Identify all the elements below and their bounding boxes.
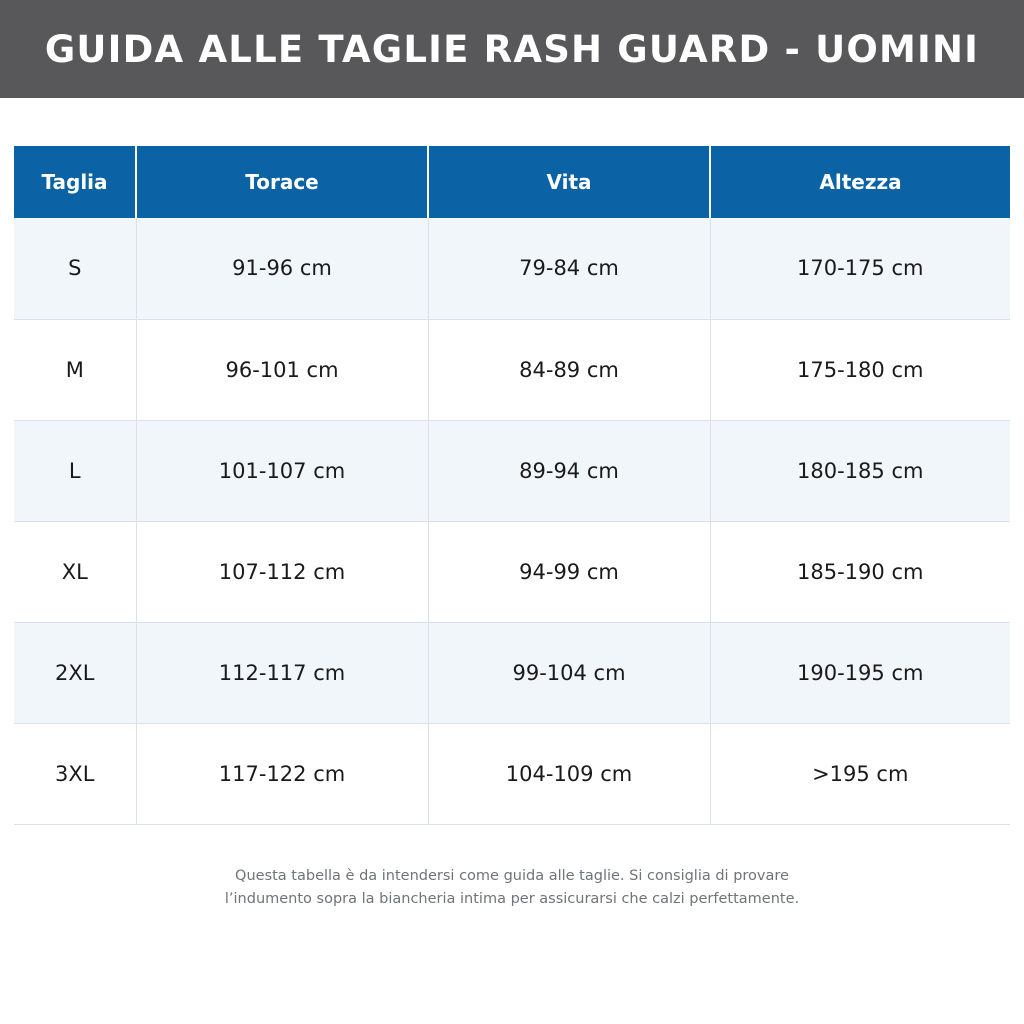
table-body xyxy=(14,218,1010,824)
cell-waist: 84-89 cm xyxy=(428,319,710,420)
cell-waist: 99-104 cm xyxy=(428,622,710,723)
footnote xyxy=(0,865,1024,913)
page-header xyxy=(0,0,1024,98)
cell-height: 180-185 cm xyxy=(710,420,1010,521)
size-table xyxy=(14,146,1010,825)
table-row xyxy=(14,218,1010,319)
cell-height: 170-175 cm xyxy=(710,218,1010,319)
cell-size: S xyxy=(14,218,136,319)
column-header-chest: Torace xyxy=(136,146,428,218)
cell-height: >195 cm xyxy=(710,723,1010,824)
page-title: GUIDA ALLE TAGLIE RASH GUARD - UOMINI xyxy=(44,27,980,71)
cell-chest: 117-122 cm xyxy=(136,723,428,824)
cell-height: 185-190 cm xyxy=(710,521,1010,622)
cell-height: 175-180 cm xyxy=(710,319,1010,420)
cell-size: 3XL xyxy=(14,723,136,824)
cell-size: XL xyxy=(14,521,136,622)
table-row xyxy=(14,319,1010,420)
footnote-line-2: l’indumento sopra la biancheria intima per assicurarsi che calzi perfettamente. xyxy=(224,891,800,908)
column-header-height: Altezza xyxy=(710,146,1010,218)
cell-size: M xyxy=(14,319,136,420)
cell-size: L xyxy=(14,420,136,521)
table-row xyxy=(14,420,1010,521)
cell-chest: 101-107 cm xyxy=(136,420,428,521)
cell-waist: 94-99 cm xyxy=(428,521,710,622)
cell-chest: 107-112 cm xyxy=(136,521,428,622)
column-header-size: Taglia xyxy=(14,146,136,218)
cell-chest: 91-96 cm xyxy=(136,218,428,319)
table-header-row xyxy=(14,146,1010,218)
table-row xyxy=(14,521,1010,622)
footnote-line-1: Questa tabella è da intendersi come guida alle taglie. Si consiglia di provare xyxy=(235,867,789,884)
table-row xyxy=(14,622,1010,723)
column-header-waist: Vita xyxy=(428,146,710,218)
cell-size: 2XL xyxy=(14,622,136,723)
cell-waist: 89-94 cm xyxy=(428,420,710,521)
size-table-container xyxy=(0,98,1024,825)
cell-height: 190-195 cm xyxy=(710,622,1010,723)
cell-chest: 96-101 cm xyxy=(136,319,428,420)
cell-waist: 104-109 cm xyxy=(428,723,710,824)
cell-waist: 79-84 cm xyxy=(428,218,710,319)
table-row xyxy=(14,723,1010,824)
cell-chest: 112-117 cm xyxy=(136,622,428,723)
